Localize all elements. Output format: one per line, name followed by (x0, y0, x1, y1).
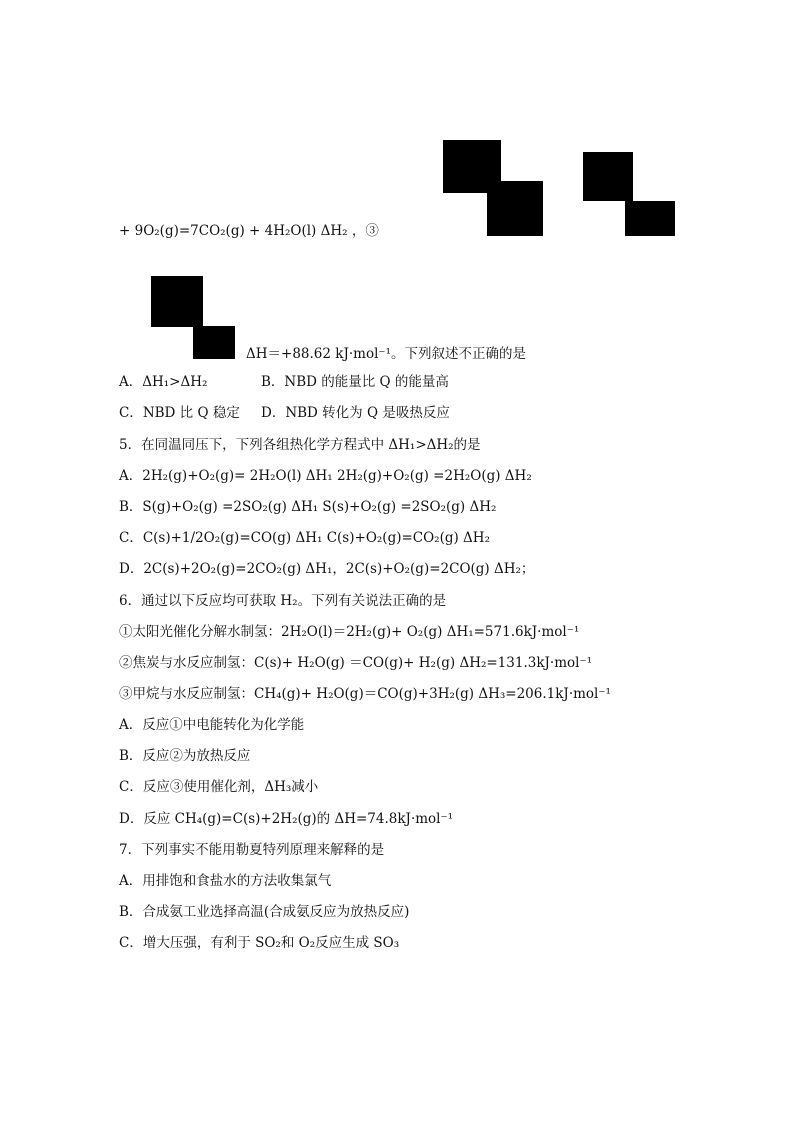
q4-option-c: C．NBD 比 Q 稳定 (119, 405, 240, 421)
image-block-1b (487, 181, 543, 236)
q4-options-row2 (119, 404, 450, 422)
q6-option-a: A．反应①中电能转化为化学能 (119, 717, 305, 733)
q7-option-b: B．合成氨工业选择高温(合成氨反应为放热反应) (119, 904, 410, 920)
q6-reaction-2: ②焦炭与水反应制氢：C(s)+ H₂O(g) ＝CO(g)+ H₂(g) ΔH₂=131.3kJ·mol⁻¹ (119, 655, 593, 671)
q6-option-b: B．反应②为放热反应 (119, 748, 251, 764)
q6-option-d: D．反应 CH₄(g)=C(s)+2H₂(g)的 ΔH=74.8kJ·mol⁻¹ (119, 811, 454, 827)
image-block-3b (193, 326, 235, 359)
q5-option-d: D．2C(s)+2O₂(g)=2CO₂(g) ΔH₁，2C(s)+O₂(g)=2CO(g) ΔH₂； (119, 561, 535, 577)
q6-stem: 6．通过以下反应均可获取 H₂。下列有关说法正确的是 (119, 593, 447, 609)
q4-option-b: B．NBD 的能量比 Q 的能量高 (261, 374, 449, 390)
q4-option-d: D．NBD 转化为 Q 是吸热反应 (261, 405, 450, 421)
q5-option-b: B．S(g)+O₂(g) =2SO₂(g) ΔH₁ S(s)+O₂(g) =2SO₂(g) ΔH₂ (119, 499, 497, 515)
q7-stem: 7．下列事实不能用勒夏特列原理来解释的是 (119, 842, 385, 858)
q4-delta-h-line: ΔH＝+88.62 kJ·mol⁻¹。下列叙述不正确的是 (246, 346, 526, 362)
q5-stem: 5．在同温同压下，下列各组热化学方程式中 ΔH₁>ΔH₂的是 (119, 437, 481, 453)
q7-option-a: A．用排饱和食盐水的方法收集氯气 (119, 873, 332, 889)
q6-option-c: C．反应③使用催化剂，ΔH₃减小 (119, 779, 319, 795)
image-block-2a (583, 152, 633, 201)
q5-option-c: C．C(s)+1/2O₂(g)=CO(g) ΔH₁ C(s)+O₂(g)=CO₂(g) ΔH₂ (119, 530, 490, 546)
q7-option-c: C．增大压强，有利于 SO₂和 O₂反应生成 SO₃ (119, 935, 400, 951)
q4-options-row1 (119, 373, 449, 391)
image-block-3a (151, 276, 203, 327)
q6-reaction-3: ③甲烷与水反应制氢：CH₄(g)+ H₂O(g)＝CO(g)+3H₂(g) ΔH₃=206.1kJ·mol⁻¹ (119, 686, 611, 702)
image-block-2b (625, 201, 675, 236)
q5-option-a: A．2H₂(g)+O₂(g)= 2H₂O(l) ΔH₁ 2H₂(g)+O₂(g) =2H₂O(g) ΔH₂ (119, 468, 532, 484)
q4-equation-line: + 9O₂(g)=7CO₂(g) + 4H₂O(l) ΔH₂ ，③ (119, 223, 379, 239)
q6-reaction-1: ①太阳光催化分解水制氢：2H₂O(l)＝2H₂(g)+ O₂(g) ΔH₁=571.6kJ·mol⁻¹ (119, 624, 580, 640)
q4-option-a: A．ΔH₁>ΔH₂ (119, 374, 208, 390)
